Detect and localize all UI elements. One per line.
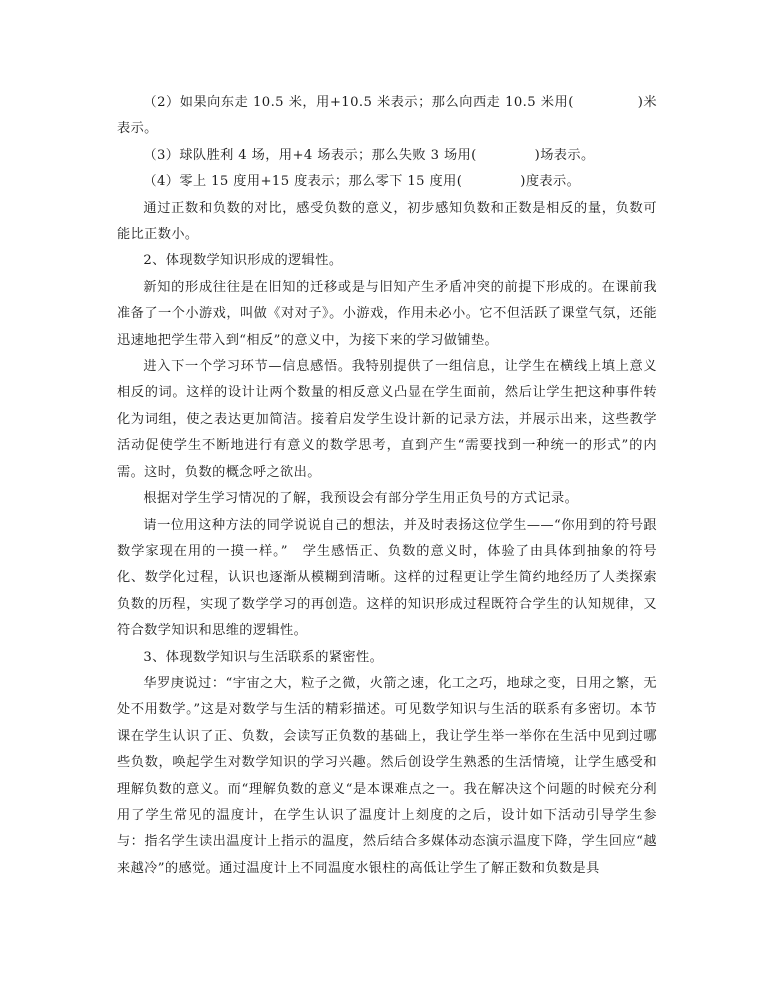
body-paragraph: 华罗庚说过：“宇宙之大，粒子之微，火箭之速，化工之巧，地球之变，日用之繁，无处不用数学。”这是对数学与生活的精彩描述。可见数学知识与生活的联系有多密切。本节课在学生认识了正、负数，会读写正负数的基础上，我让学生举一举你在生活中见到过哪些负数，唤起学生对数学知识的学习兴趣。然后创设学生熟悉的生活情境，让学生感受和理解负数的意义。而“理解负数的意义“是本课难点之一。我在解决这个问题的时候充分利用了学生常见的温度计，在学生认识了温度计上刻度的之后，设计如下活动引导学生参与：指名学生读出温度计上指示的温度，然后结合多媒体动态演示温度下降，学生回应“越来越冷”的感觉。通过温度计上不同温度水银柱的高低让学生了解正数和负数是具 xyxy=(117,675,657,876)
section-heading: 3、体现数学知识与生活联系的紧密性。 xyxy=(143,649,384,665)
exercise-item-2-tail: )米表示。 xyxy=(117,95,657,137)
exercise-item-3 xyxy=(117,143,657,169)
section-heading: 2、体现数学知识形成的逻辑性。 xyxy=(143,253,343,269)
exercise-item-3-text: （3）球队胜利 4 场，用+4 场表示；那么失败 3 场用( xyxy=(143,147,477,163)
body-paragraph: 进入下一个学习环节—信息感悟。我特别提供了一组信息，让学生在横线上填上意义相反的词。这样的设计让两个数量的相反意义凸显在学生面前，然后让学生把这种事件转化为词组，使之表达更加简洁。接着启发学生设计新的记录方法，并展示出来，这些教学活动促使学生不断地进行有意义的数学思考，直到产生“需要找到一种统一的形式”的内需。这时，负数的概念呼之欲出。 xyxy=(117,359,657,480)
exercise-item-4-text: （4）零上 15 度用+15 度表示；那么零下 15 度用( xyxy=(143,174,463,190)
body-paragraph: 新知的形成往往是在旧知的迁移或是与旧知产生矛盾冲突的前提下形成的。在课前我准备了一个小游戏，叫做《对对子》。小游戏，作用未必小。它不但活跃了课堂气氛，还能迅速地把学生带入到“相反”的意义中，为接下来的学习做铺垫。 xyxy=(117,279,657,348)
body-paragraph: 请一位用这种方法的同学说说自己的想法，并及时表扬这位学生——“你用到的符号跟数学家现在用的一摸一样。” 学生感悟正、负数的意义时，体验了由具体到抽象的符号化、数学化过程，认识也逐渐从模糊到清晰。这样的过程更让学生简约地经历了人类探索负数的历程，实现了数学学习的再创造。这样的知识形成过程既符合学生的认知规律，又符合数学知识和思维的逻辑性。 xyxy=(117,517,657,639)
exercise-item-4 xyxy=(117,169,657,195)
exercise-item-3-tail: )场表示。 xyxy=(534,147,595,163)
exercise-item-2 xyxy=(117,90,657,143)
body-paragraph: 根据对学生学习情况的了解，我预设会有部分学生用正负号的方式记录。 xyxy=(143,491,579,507)
exercise-item-4-tail: )度表示。 xyxy=(520,174,581,190)
document-page xyxy=(117,90,657,882)
body-paragraph: 通过正数和负数的对比，感受负数的意义，初步感知负数和正数是相反的量，负数可能比正数小。 xyxy=(117,200,657,243)
exercise-item-2-text: （2）如果向东走 10.5 米，用+10.5 米表示；那么向西走 10.5 米用( xyxy=(143,95,574,110)
